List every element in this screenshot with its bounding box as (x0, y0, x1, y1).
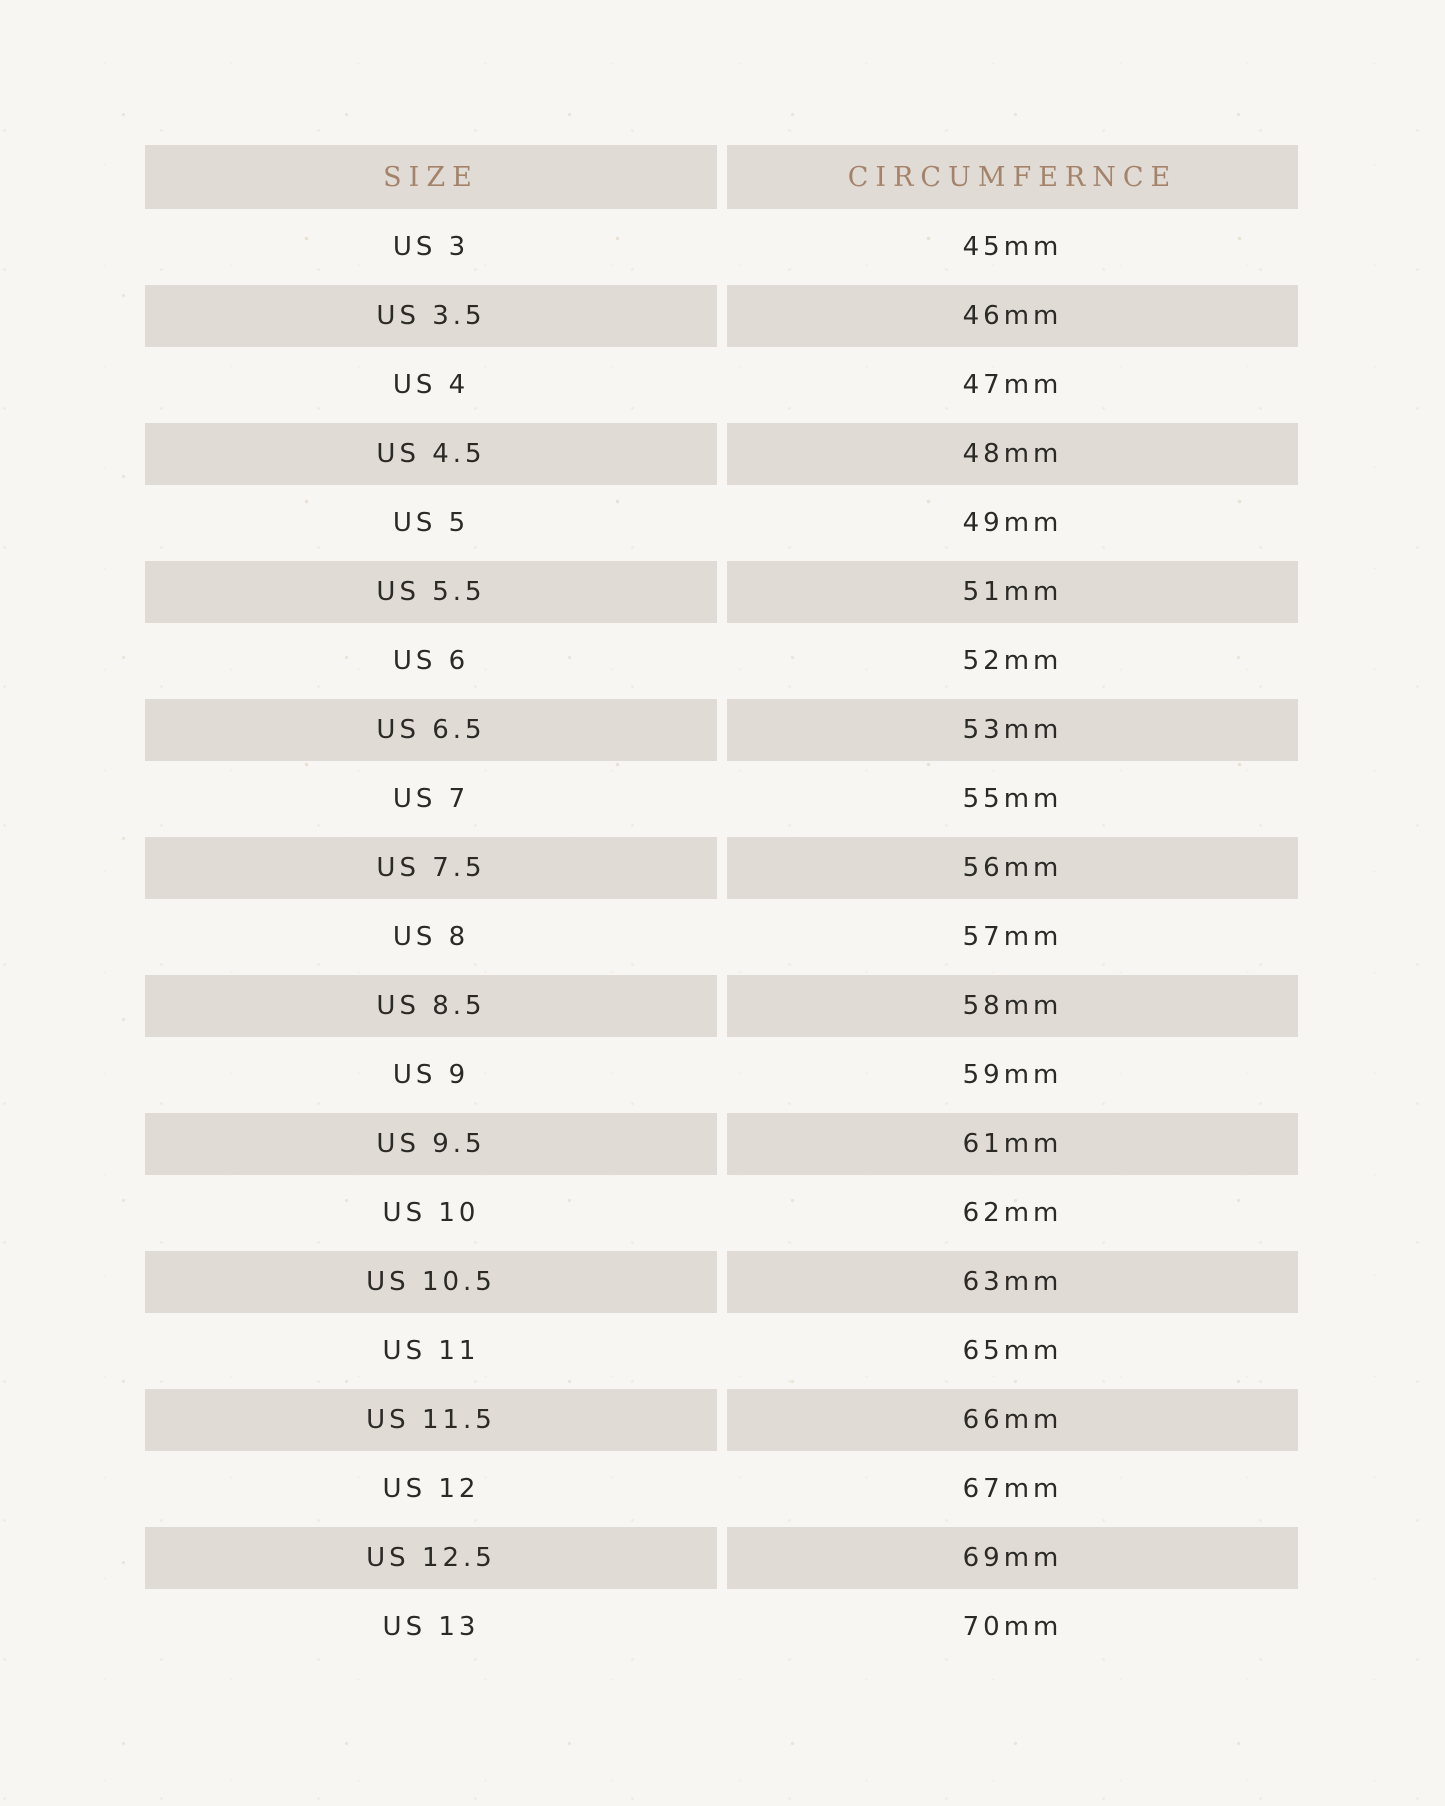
circumference-cell (727, 1320, 1298, 1382)
size-cell (145, 1182, 717, 1244)
circumference-cell (727, 1182, 1298, 1244)
circumference-value: 65mm (962, 1336, 1063, 1366)
circumference-cell (727, 1389, 1298, 1451)
circumference-cell (727, 1044, 1298, 1106)
circumference-value: 69mm (962, 1543, 1063, 1573)
table-row (145, 975, 1298, 1037)
circumference-cell (727, 630, 1298, 692)
size-cell (145, 1113, 717, 1175)
circumference-value: 49mm (962, 508, 1063, 538)
size-cell (145, 1251, 717, 1313)
size-cell (145, 354, 717, 416)
size-value: US 12 (382, 1474, 480, 1504)
table-row (145, 285, 1298, 347)
circumference-cell (727, 1458, 1298, 1520)
table-row (145, 354, 1298, 416)
circumference-header-cell (727, 145, 1298, 209)
circumference-value: 45mm (962, 232, 1063, 262)
size-value: US 5 (392, 508, 470, 538)
size-value: US 5.5 (376, 577, 486, 607)
size-cell (145, 699, 717, 761)
size-cell (145, 492, 717, 554)
size-cell (145, 285, 717, 347)
table-row (145, 216, 1298, 278)
table-row (145, 1389, 1298, 1451)
circumference-cell (727, 906, 1298, 968)
size-value: US 9.5 (376, 1129, 486, 1159)
circumference-value: 56mm (962, 853, 1063, 883)
size-column-header: SIZE (383, 161, 479, 193)
circumference-column-header: CIRCUMFERNCE (847, 161, 1178, 193)
circumference-cell (727, 1113, 1298, 1175)
table-row (145, 561, 1298, 623)
size-header-cell (145, 145, 717, 209)
circumference-value: 47mm (962, 370, 1063, 400)
circumference-value: 63mm (962, 1267, 1063, 1297)
size-cell (145, 1458, 717, 1520)
circumference-cell (727, 354, 1298, 416)
size-cell (145, 1044, 717, 1106)
circumference-value: 52mm (962, 646, 1063, 676)
size-cell (145, 630, 717, 692)
table-row (145, 1182, 1298, 1244)
ring-size-table (145, 145, 1298, 1658)
size-cell (145, 768, 717, 830)
size-value: US 11 (382, 1336, 480, 1366)
size-value: US 4.5 (376, 439, 486, 469)
circumference-cell (727, 975, 1298, 1037)
table-row (145, 492, 1298, 554)
table-row (145, 423, 1298, 485)
circumference-cell (727, 1251, 1298, 1313)
circumference-cell (727, 837, 1298, 899)
circumference-value: 62mm (962, 1198, 1063, 1228)
table-row (145, 630, 1298, 692)
size-value: US 9 (392, 1060, 470, 1090)
size-value: US 11.5 (366, 1405, 496, 1435)
table-row (145, 699, 1298, 761)
size-value: US 3 (392, 232, 470, 262)
table-row (145, 1320, 1298, 1382)
circumference-cell (727, 699, 1298, 761)
size-cell (145, 837, 717, 899)
circumference-cell (727, 423, 1298, 485)
size-value: US 10.5 (366, 1267, 496, 1297)
size-value: US 6 (392, 646, 470, 676)
size-cell (145, 1596, 717, 1658)
table-row (145, 1458, 1298, 1520)
circumference-cell (727, 492, 1298, 554)
size-value: US 13 (382, 1612, 480, 1642)
circumference-value: 66mm (962, 1405, 1063, 1435)
size-value: US 3.5 (376, 301, 486, 331)
table-row (145, 1527, 1298, 1589)
circumference-cell (727, 216, 1298, 278)
size-cell (145, 906, 717, 968)
circumference-cell (727, 285, 1298, 347)
size-value: US 4 (392, 370, 470, 400)
table-row (145, 1251, 1298, 1313)
size-value: US 8.5 (376, 991, 486, 1021)
size-value: US 12.5 (366, 1543, 496, 1573)
table-row (145, 768, 1298, 830)
circumference-value: 70mm (962, 1612, 1063, 1642)
circumference-value: 58mm (962, 991, 1063, 1021)
table-row (145, 1113, 1298, 1175)
size-cell (145, 1320, 717, 1382)
circumference-value: 55mm (962, 784, 1063, 814)
size-cell (145, 1527, 717, 1589)
size-value: US 8 (392, 922, 470, 952)
circumference-value: 59mm (962, 1060, 1063, 1090)
table-header-row (145, 145, 1298, 209)
table-row (145, 1044, 1298, 1106)
size-cell (145, 1389, 717, 1451)
circumference-value: 53mm (962, 715, 1063, 745)
circumference-value: 46mm (962, 301, 1063, 331)
size-cell (145, 423, 717, 485)
size-value: US 10 (382, 1198, 480, 1228)
table-row (145, 837, 1298, 899)
circumference-cell (727, 768, 1298, 830)
size-value: US 6.5 (376, 715, 486, 745)
circumference-value: 48mm (962, 439, 1063, 469)
circumference-value: 67mm (962, 1474, 1063, 1504)
circumference-cell (727, 561, 1298, 623)
circumference-value: 61mm (962, 1129, 1063, 1159)
circumference-value: 51mm (962, 577, 1063, 607)
size-cell (145, 216, 717, 278)
size-value: US 7 (392, 784, 470, 814)
table-row (145, 1596, 1298, 1658)
table-row (145, 906, 1298, 968)
size-value: US 7.5 (376, 853, 486, 883)
size-cell (145, 975, 717, 1037)
size-cell (145, 561, 717, 623)
circumference-cell (727, 1527, 1298, 1589)
circumference-cell (727, 1596, 1298, 1658)
circumference-value: 57mm (962, 922, 1063, 952)
